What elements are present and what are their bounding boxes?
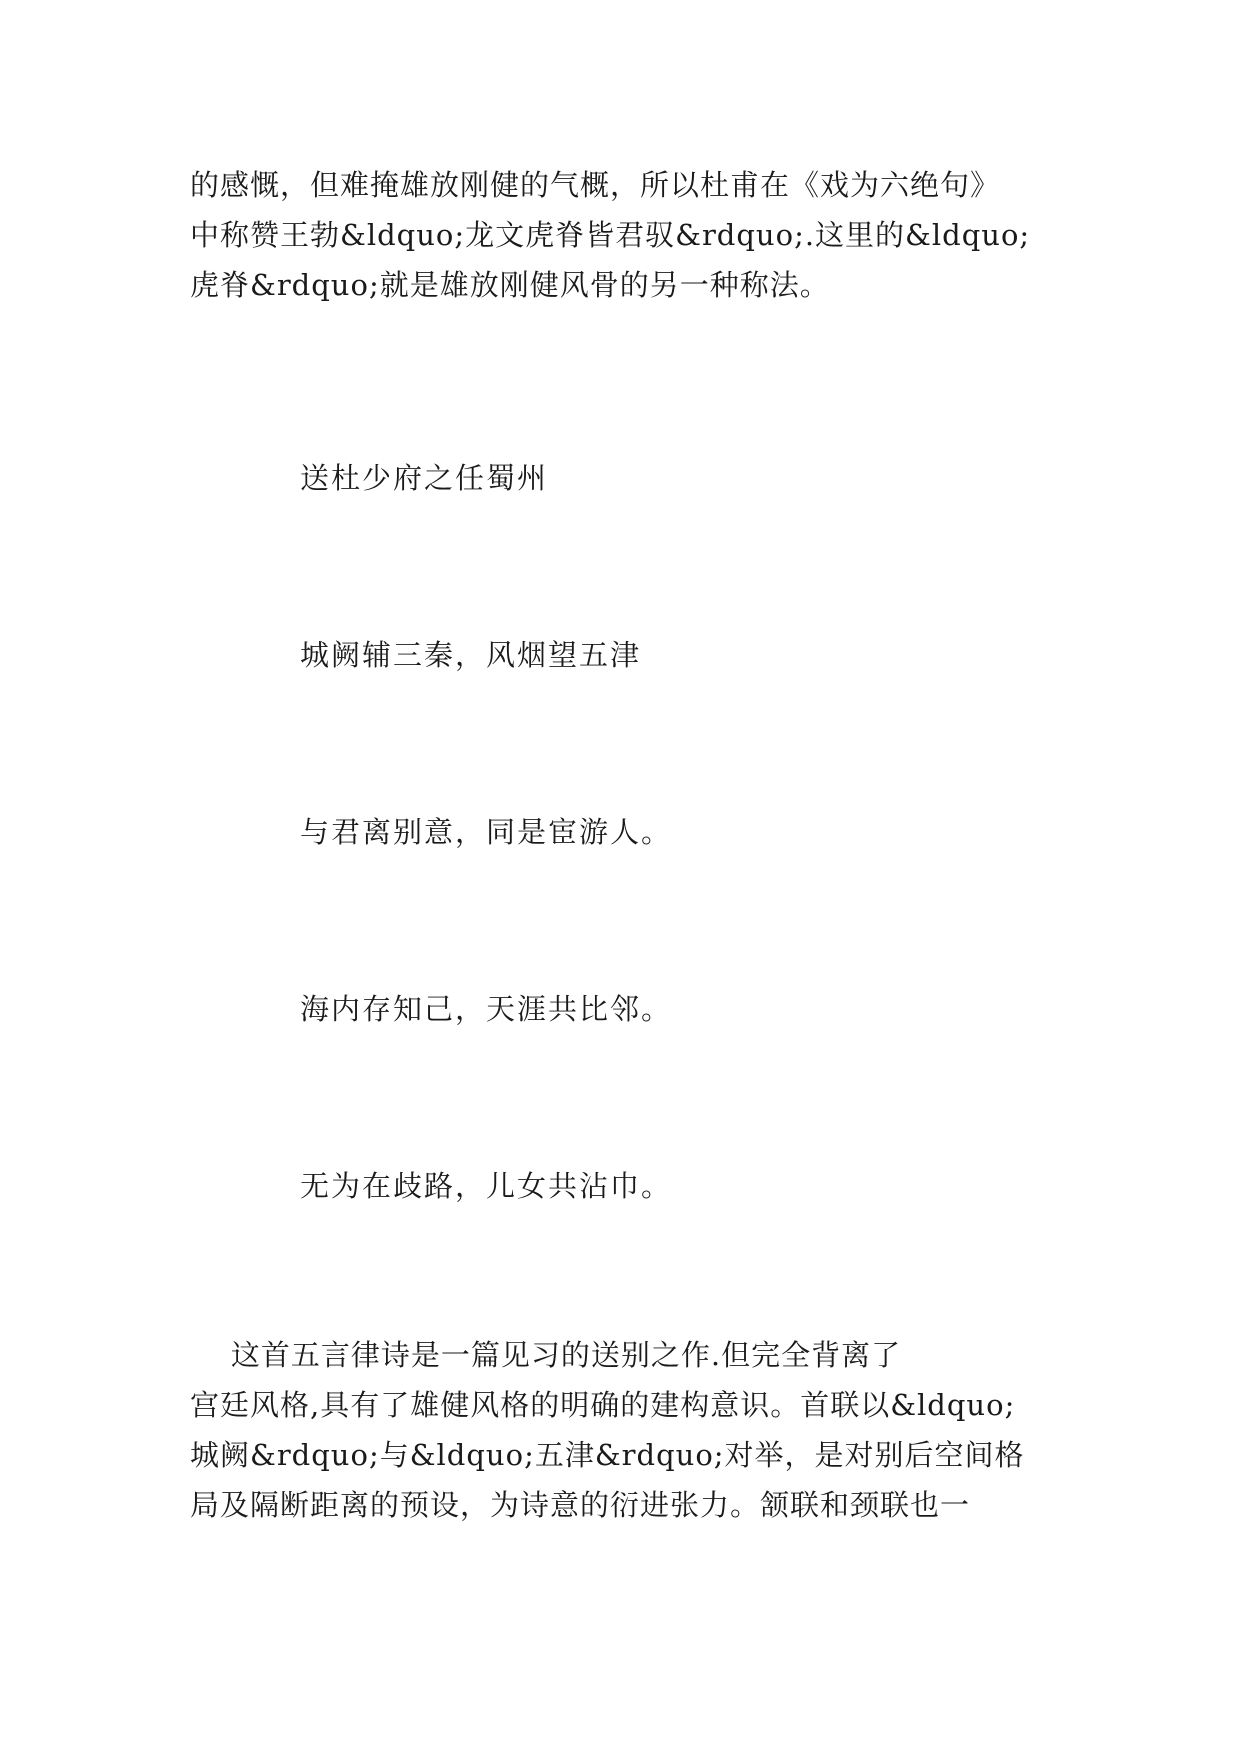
text-line: 中称赞王勃&ldquo;龙文虎脊皆君驭&rdquo;.这里的&ldquo; xyxy=(190,218,1031,252)
poem-line: 无为在歧路，儿女共沾巾。 xyxy=(300,1169,673,1203)
poem-title: 送杜少府之任蜀州 xyxy=(300,461,549,495)
paragraph-intro xyxy=(190,160,1070,310)
poem-line: 海内存知己，天涯共比邻。 xyxy=(300,992,673,1026)
text-line: 城阙&rdquo;与&ldquo;五津&rdquo;对举，是对别后空间格 xyxy=(190,1438,1025,1472)
text-line: 局及隔断距离的预设，为诗意的衍进张力。颔联和颈联也一 xyxy=(190,1488,971,1522)
text-line: 的感慨，但难掩雄放刚健的气概，所以杜甫在《戏为六绝句》 xyxy=(190,168,1001,202)
text-line: 虎脊&rdquo;就是雄放刚健风骨的另一种称法。 xyxy=(190,268,830,302)
poem-line: 城阙辅三秦，风烟望五津 xyxy=(300,638,642,672)
paragraph-analysis xyxy=(190,1330,1070,1530)
poem-line: 与君离别意，同是宦游人。 xyxy=(300,815,673,849)
text-line: 这首五言律诗是一篇见习的送别之作.但完全背离了 xyxy=(190,1338,902,1372)
text-line: 宫廷风格,具有了雄健风格的明确的建构意识。首联以&ldquo; xyxy=(190,1388,1016,1422)
